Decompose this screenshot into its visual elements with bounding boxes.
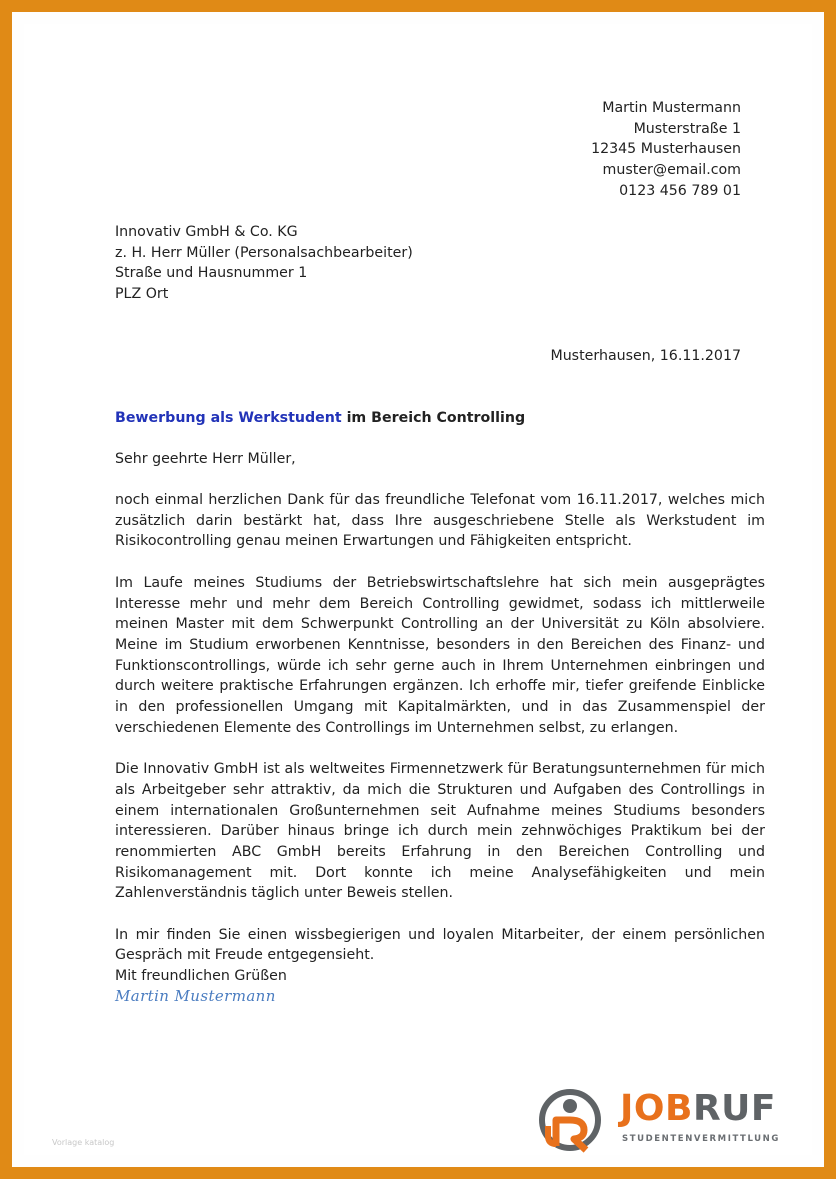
sender-city: 12345 Musterhausen bbox=[591, 141, 741, 158]
subject-highlight: Bewerbung als Werkstudent bbox=[115, 410, 342, 426]
sender-phone: 0123 456 789 01 bbox=[619, 182, 741, 199]
recipient-address bbox=[115, 222, 413, 305]
closing: Mit freundlichen Grüßen bbox=[115, 968, 287, 984]
recipient-city: PLZ Ort bbox=[115, 286, 169, 303]
subject-rest: im Bereich Controlling bbox=[341, 410, 526, 426]
letter-page bbox=[24, 24, 812, 1155]
subject-line bbox=[115, 408, 525, 429]
recipient-attention: z. H. Herr Müller (Personalsachbearbeiter) bbox=[115, 244, 413, 261]
sender-address bbox=[591, 98, 741, 202]
letter-body bbox=[115, 490, 765, 987]
jobruf-logo-icon bbox=[536, 1086, 616, 1154]
watermark: Vorlage katalog bbox=[52, 1138, 115, 1147]
recipient-street: Straße und Hausnummer 1 bbox=[115, 265, 308, 282]
recipient-company: Innovativ GmbH & Co. KG bbox=[115, 224, 298, 240]
jobruf-wordmark bbox=[620, 1088, 776, 1130]
handwritten-signature: Martin Mustermann bbox=[115, 987, 276, 1005]
letter-date: Musterhausen, 16.11.2017 bbox=[550, 348, 741, 364]
sender-name: Martin Mustermann bbox=[602, 100, 741, 116]
sender-street: Musterstraße 1 bbox=[633, 120, 741, 137]
jobruf-logo bbox=[536, 1086, 780, 1154]
body-paragraph: Im Laufe meines Studiums der Betriebswirtschaftslehre hat sich mein ausgeprägtes Interesse mehr und mehr dem Bereich Controlling gewidmet, sodass ich mittlerweile meinen Master mit dem Schwerpunkt Controlling an der Universität zu Köln absolviere. Meine im Studium erworbenen Kenntnisse, besonders in den Bereichen des Finanz- und Funktionscontrollings, würde ich sehr gerne auch in Ihrem Unternehmen einbringen und durch weitere praktische Erfahrungen ergänzen. Ich erhoffe mir, tiefer greifende Einblicke in den professionellen Umgang mit Kapitalmärkten, und in das Zusammenspiel der verschiedenen Elemente des Controllings im Unternehmen selbst, zu erlangen. bbox=[115, 574, 765, 736]
wordmark-ruf: RUF bbox=[692, 1088, 776, 1129]
salutation: Sehr geehrte Herr Müller, bbox=[115, 451, 296, 467]
logo-tagline: STUDENTENVERMITTLUNG bbox=[622, 1134, 780, 1144]
body-paragraph: In mir finden Sie einen wissbegierigen und loyalen Mitarbeiter, der einem persönlichen Gespräch mit Freude entgegensieht. bbox=[115, 926, 765, 964]
sender-email: muster@email.com bbox=[602, 162, 741, 179]
body-paragraph: noch einmal herzlichen Dank für das freundliche Telefonat vom 16.11.2017, welches mich zusätzlich darin bestärkt hat, dass Ihre ausgeschriebene Stelle als Werkstudent im Risikocontrolling genau meinen Erwartungen und Fähigkeiten entspricht. bbox=[115, 492, 765, 550]
wordmark-job: JOB bbox=[620, 1088, 693, 1129]
body-paragraph: Die Innovativ GmbH ist als weltweites Firmennetzwerk für Beratungsunternehmen für mich als Arbeitgeber sehr attraktiv, da mich die Strukturen und Aufgaben des Controllings in einem internationalen Großunternehmen seit Aufnahme meines Studiums besonders interessieren. Darüber hinaus bringe ich durch mein zehnwöchiges Praktikum bei der renommierten ABC GmbH bereits Erfahrung in den Bereichen Controlling und Risikomanagement mit. Dort konnte ich meine Analysefähigkeiten und mein Zahlenverständnis täglich unter Beweis stellen. bbox=[115, 761, 765, 902]
